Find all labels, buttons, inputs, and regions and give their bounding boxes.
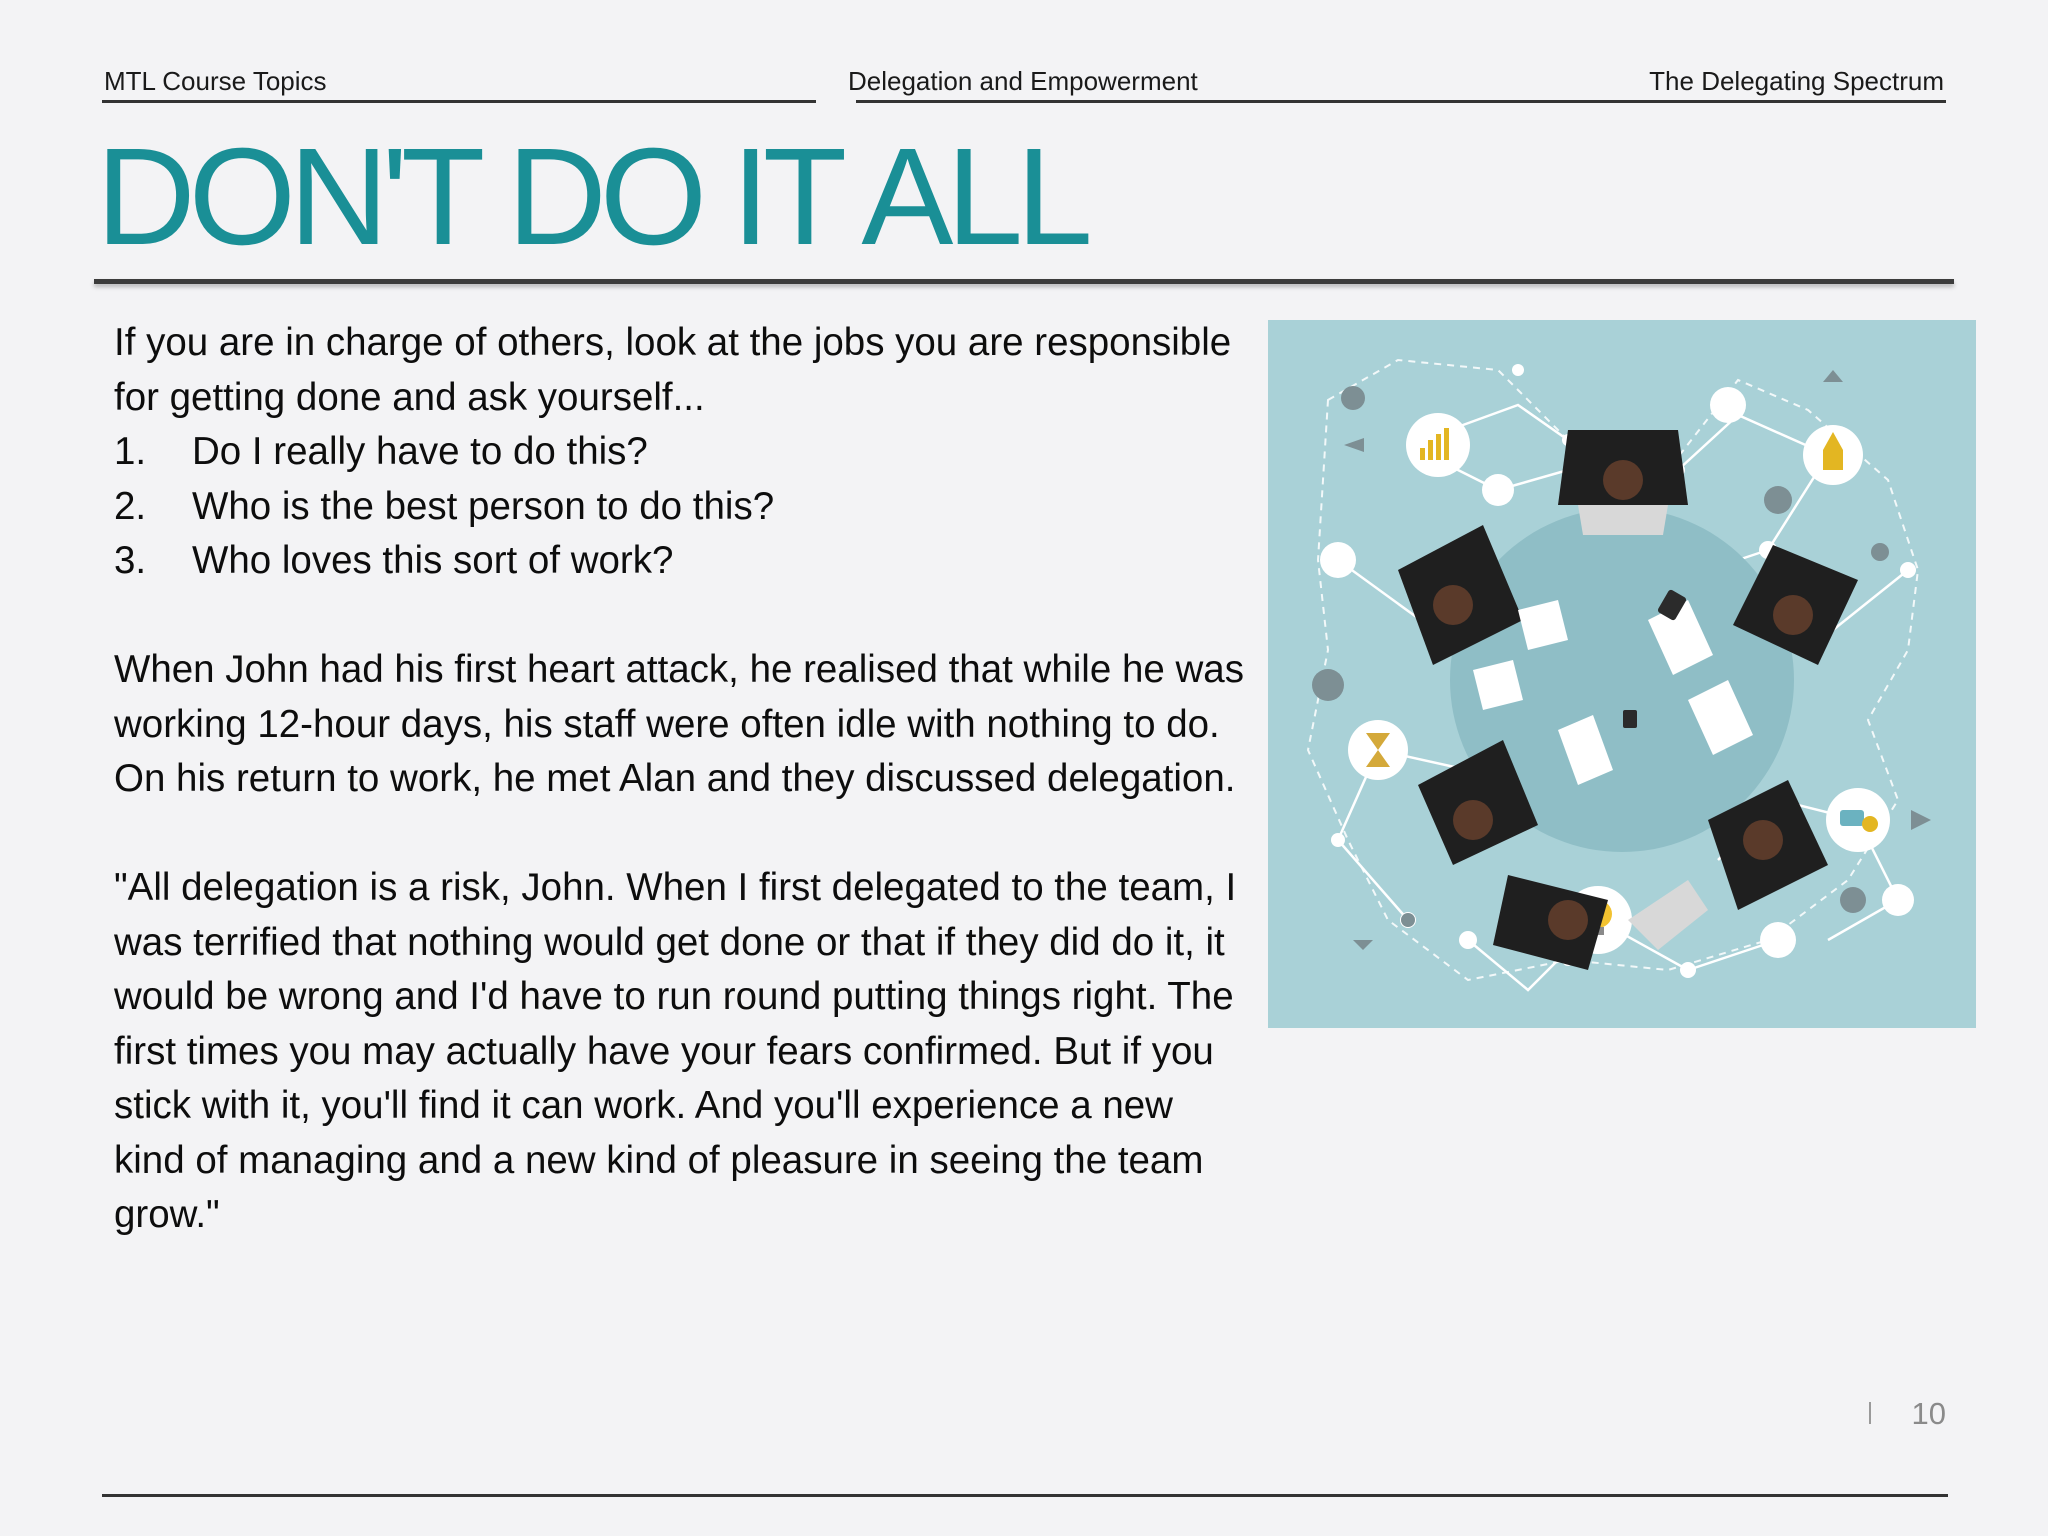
- question-number: 3.: [114, 539, 147, 582]
- quote-paragraph: "All delegation is a risk, John. When I first delegated to the team, I was terrified that nothing would get done or that if they did do it, it would be wrong and I'd have to run round putting things right. The first times you may actually have your fears confirmed. But if you stick with it, you'll find it can work. And you'll experience a new kind of managing and a new kind of pleasure in seeing the team grow.": [114, 866, 1237, 1236]
- question-item: [114, 425, 1254, 480]
- question-item: [114, 534, 1254, 589]
- body-text: [114, 316, 1254, 1243]
- question-number: 1.: [114, 430, 147, 473]
- network-meeting-graphic: [1268, 320, 1976, 1028]
- question-number: 2.: [114, 484, 147, 528]
- slide-title: DON'T DO IT ALL: [96, 120, 1086, 274]
- question-text: Who loves this sort of work?: [192, 539, 674, 582]
- header-course-topics: MTL Course Topics: [104, 66, 327, 96]
- intro-paragraph: If you are in charge of others, look at the jobs you are responsible for getting done and ask yourself...: [114, 321, 1232, 419]
- page-number: 10: [1911, 1396, 1946, 1431]
- header-rule-left: [102, 100, 816, 103]
- header-section-title: Delegation and Empowerment: [848, 66, 1198, 96]
- footer-rule: [102, 1494, 1948, 1497]
- team-meeting-illustration: [1268, 320, 1976, 1028]
- title-divider: [94, 279, 1954, 284]
- question-item: [114, 480, 1254, 535]
- story-paragraph: When John had his first heart attack, he realised that while he was working 12-hour days, his staff were often idle with nothing to do. On his return to work, he met Alan and they discussed delegation.: [114, 648, 1244, 800]
- page-number-divider: [1869, 1402, 1871, 1424]
- question-text: Do I really have to do this?: [192, 430, 648, 473]
- question-text: Who is the best person to do this?: [192, 484, 775, 528]
- header-subtopic: The Delegating Spectrum: [1649, 66, 1944, 96]
- header-rule-right: [856, 100, 1946, 103]
